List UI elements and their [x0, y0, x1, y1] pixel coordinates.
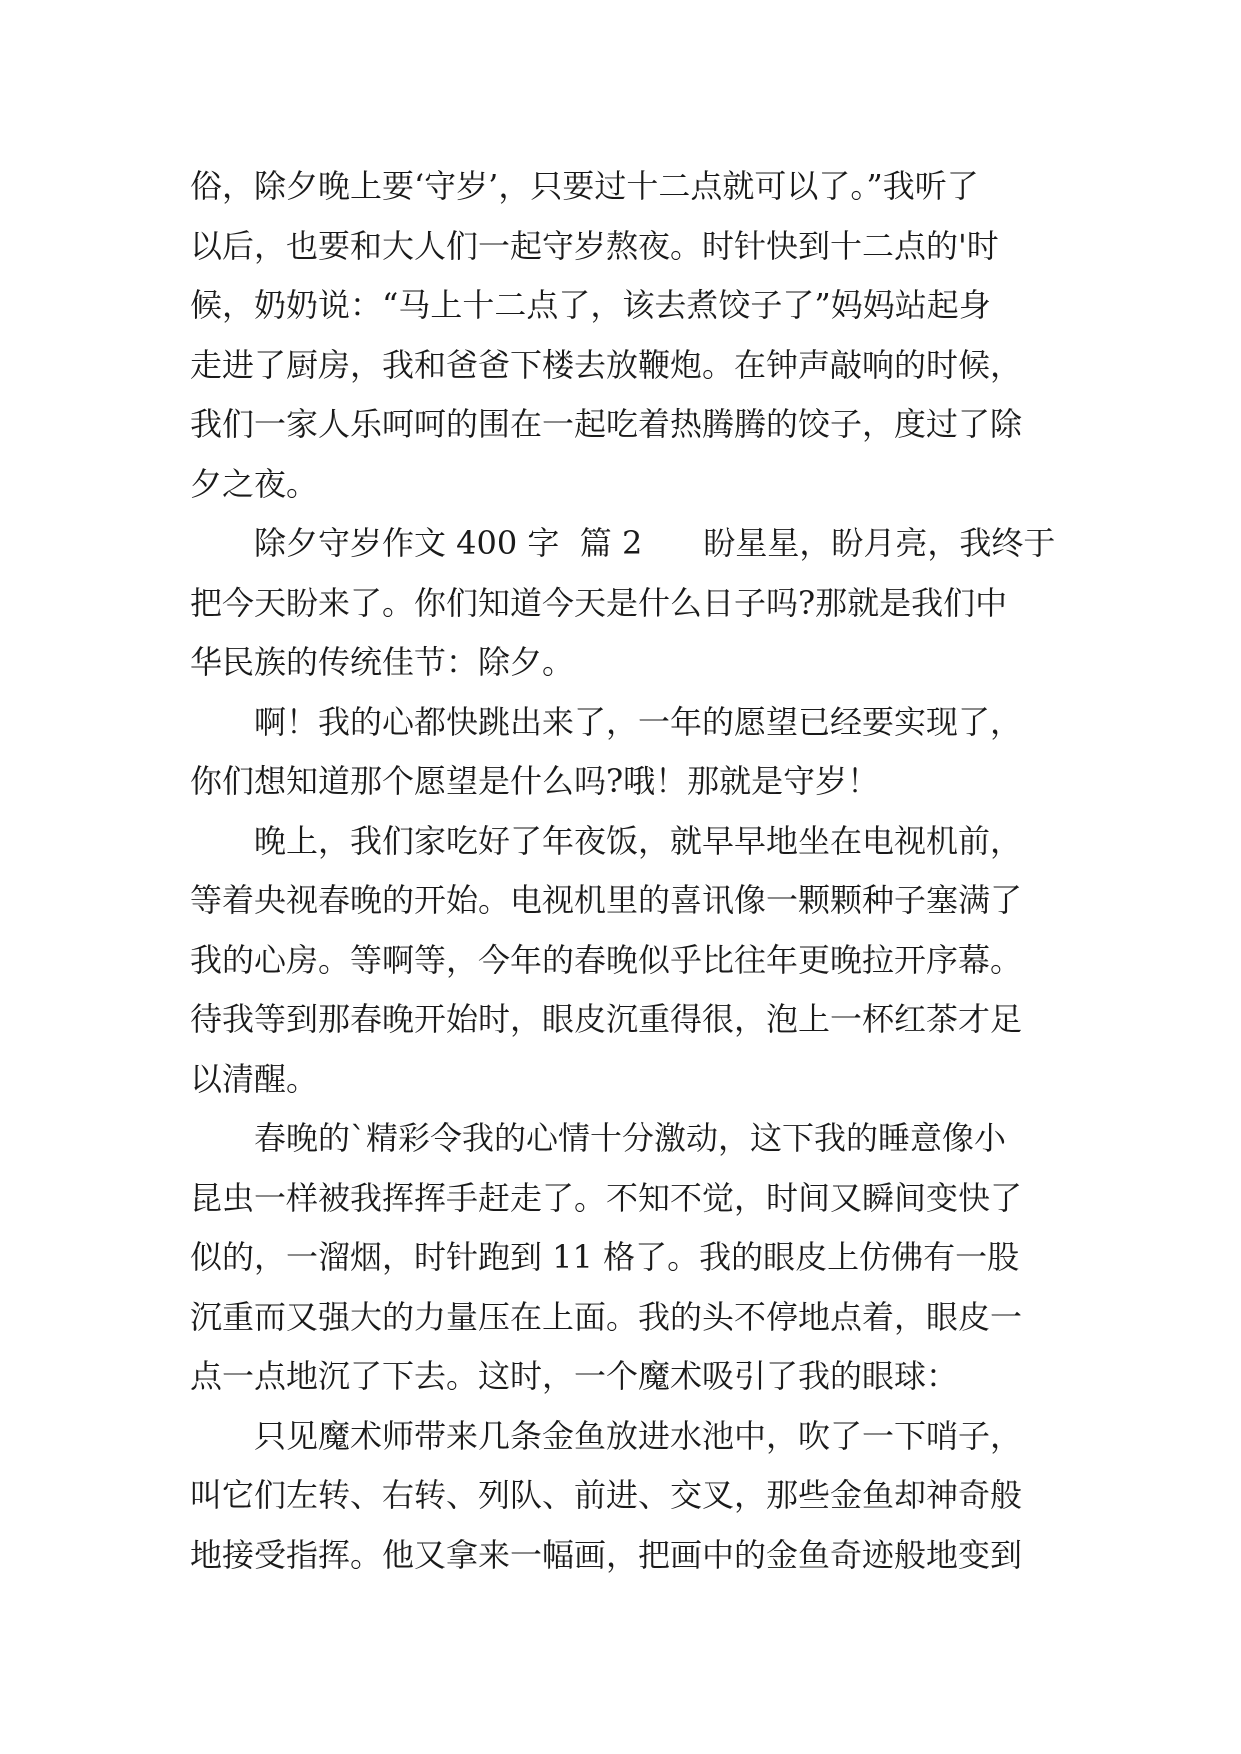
document-body — [190, 157, 1062, 1585]
text-line: 春晚的`精彩令我的心情十分激动，这下我的睡意像小 — [254, 1119, 1007, 1157]
paragraph — [190, 157, 1062, 514]
text-line: 沉重而又强大的力量压在上面。我的头不停地点着，眼皮一 — [190, 1297, 1023, 1336]
paragraph — [190, 514, 1062, 693]
text-line: 以清醒。 — [190, 1059, 319, 1098]
text-line: 以后，也要和大人们一起守岁熬夜。时针快到十二点的'时 — [190, 226, 999, 265]
paragraph — [190, 1407, 1062, 1586]
text-line: 昆虫一样被我挥挥手赶走了。不知不觉，时间又瞬间变快了 — [190, 1178, 1023, 1217]
text-line: 把今天盼来了。你们知道今天是什么日子吗?那就是我们中 — [190, 583, 1008, 622]
paragraph — [190, 812, 1062, 1110]
text-line: 只见魔术师带来几条金鱼放进水池中，吹了一下哨子， — [254, 1416, 1023, 1455]
text-line: 你们想知道那个愿望是什么吗?哦！那就是守岁！ — [190, 762, 880, 800]
text-line: 晚上，我们家吃好了年夜饭，就早早地坐在电视机前， — [254, 821, 1023, 860]
text-line: 啊！我的心都快跳出来了，一年的愿望已经要实现了， — [254, 702, 1023, 741]
text-line: 我的心房。等啊等，今年的春晚似乎比往年更晚拉开序幕。 — [190, 940, 1023, 979]
text-line: 等着央视春晚的开始。电视机里的喜讯像一颗颗种子塞满了 — [190, 881, 1023, 919]
text-line: 夕之夜。 — [190, 464, 319, 503]
text-line: 我们一家人乐呵呵的围在一起吃着热腾腾的饺子，度过了除 — [190, 405, 1023, 443]
text-line: 华民族的传统佳节：除夕。 — [190, 643, 575, 681]
text-line: 除夕守岁作文 400 字 篇 2 盼星星，盼月亮，我终于 — [254, 524, 1056, 562]
text-line: 走进了厨房，我和爸爸下楼去放鞭炮。在钟声敲响的时候， — [190, 345, 1023, 384]
text-line: 似的，一溜烟，时针跑到 11 格了。我的眼皮上仿佛有一股 — [190, 1238, 1020, 1276]
paragraph — [190, 693, 1062, 812]
text-line: 候，奶奶说：“马上十二点了，该去煮饺子了”妈妈站起身 — [190, 286, 991, 324]
paragraph — [190, 1109, 1062, 1407]
text-line: 叫它们左转、右转、列队、前进、交叉，那些金鱼却神奇般 — [190, 1476, 1023, 1514]
text-line: 待我等到那春晚开始时，眼皮沉重得很，泡上一杯红茶才足 — [190, 1000, 1023, 1038]
text-line: 点一点地沉了下去。这时，一个魔术吸引了我的眼球： — [190, 1357, 959, 1395]
text-line: 俗，除夕晚上要‘守岁’，只要过十二点就可以了。”我听了 — [190, 167, 979, 205]
text-line: 地接受指挥。他又拿来一幅画，把画中的金鱼奇迹般地变到 — [190, 1535, 1023, 1574]
